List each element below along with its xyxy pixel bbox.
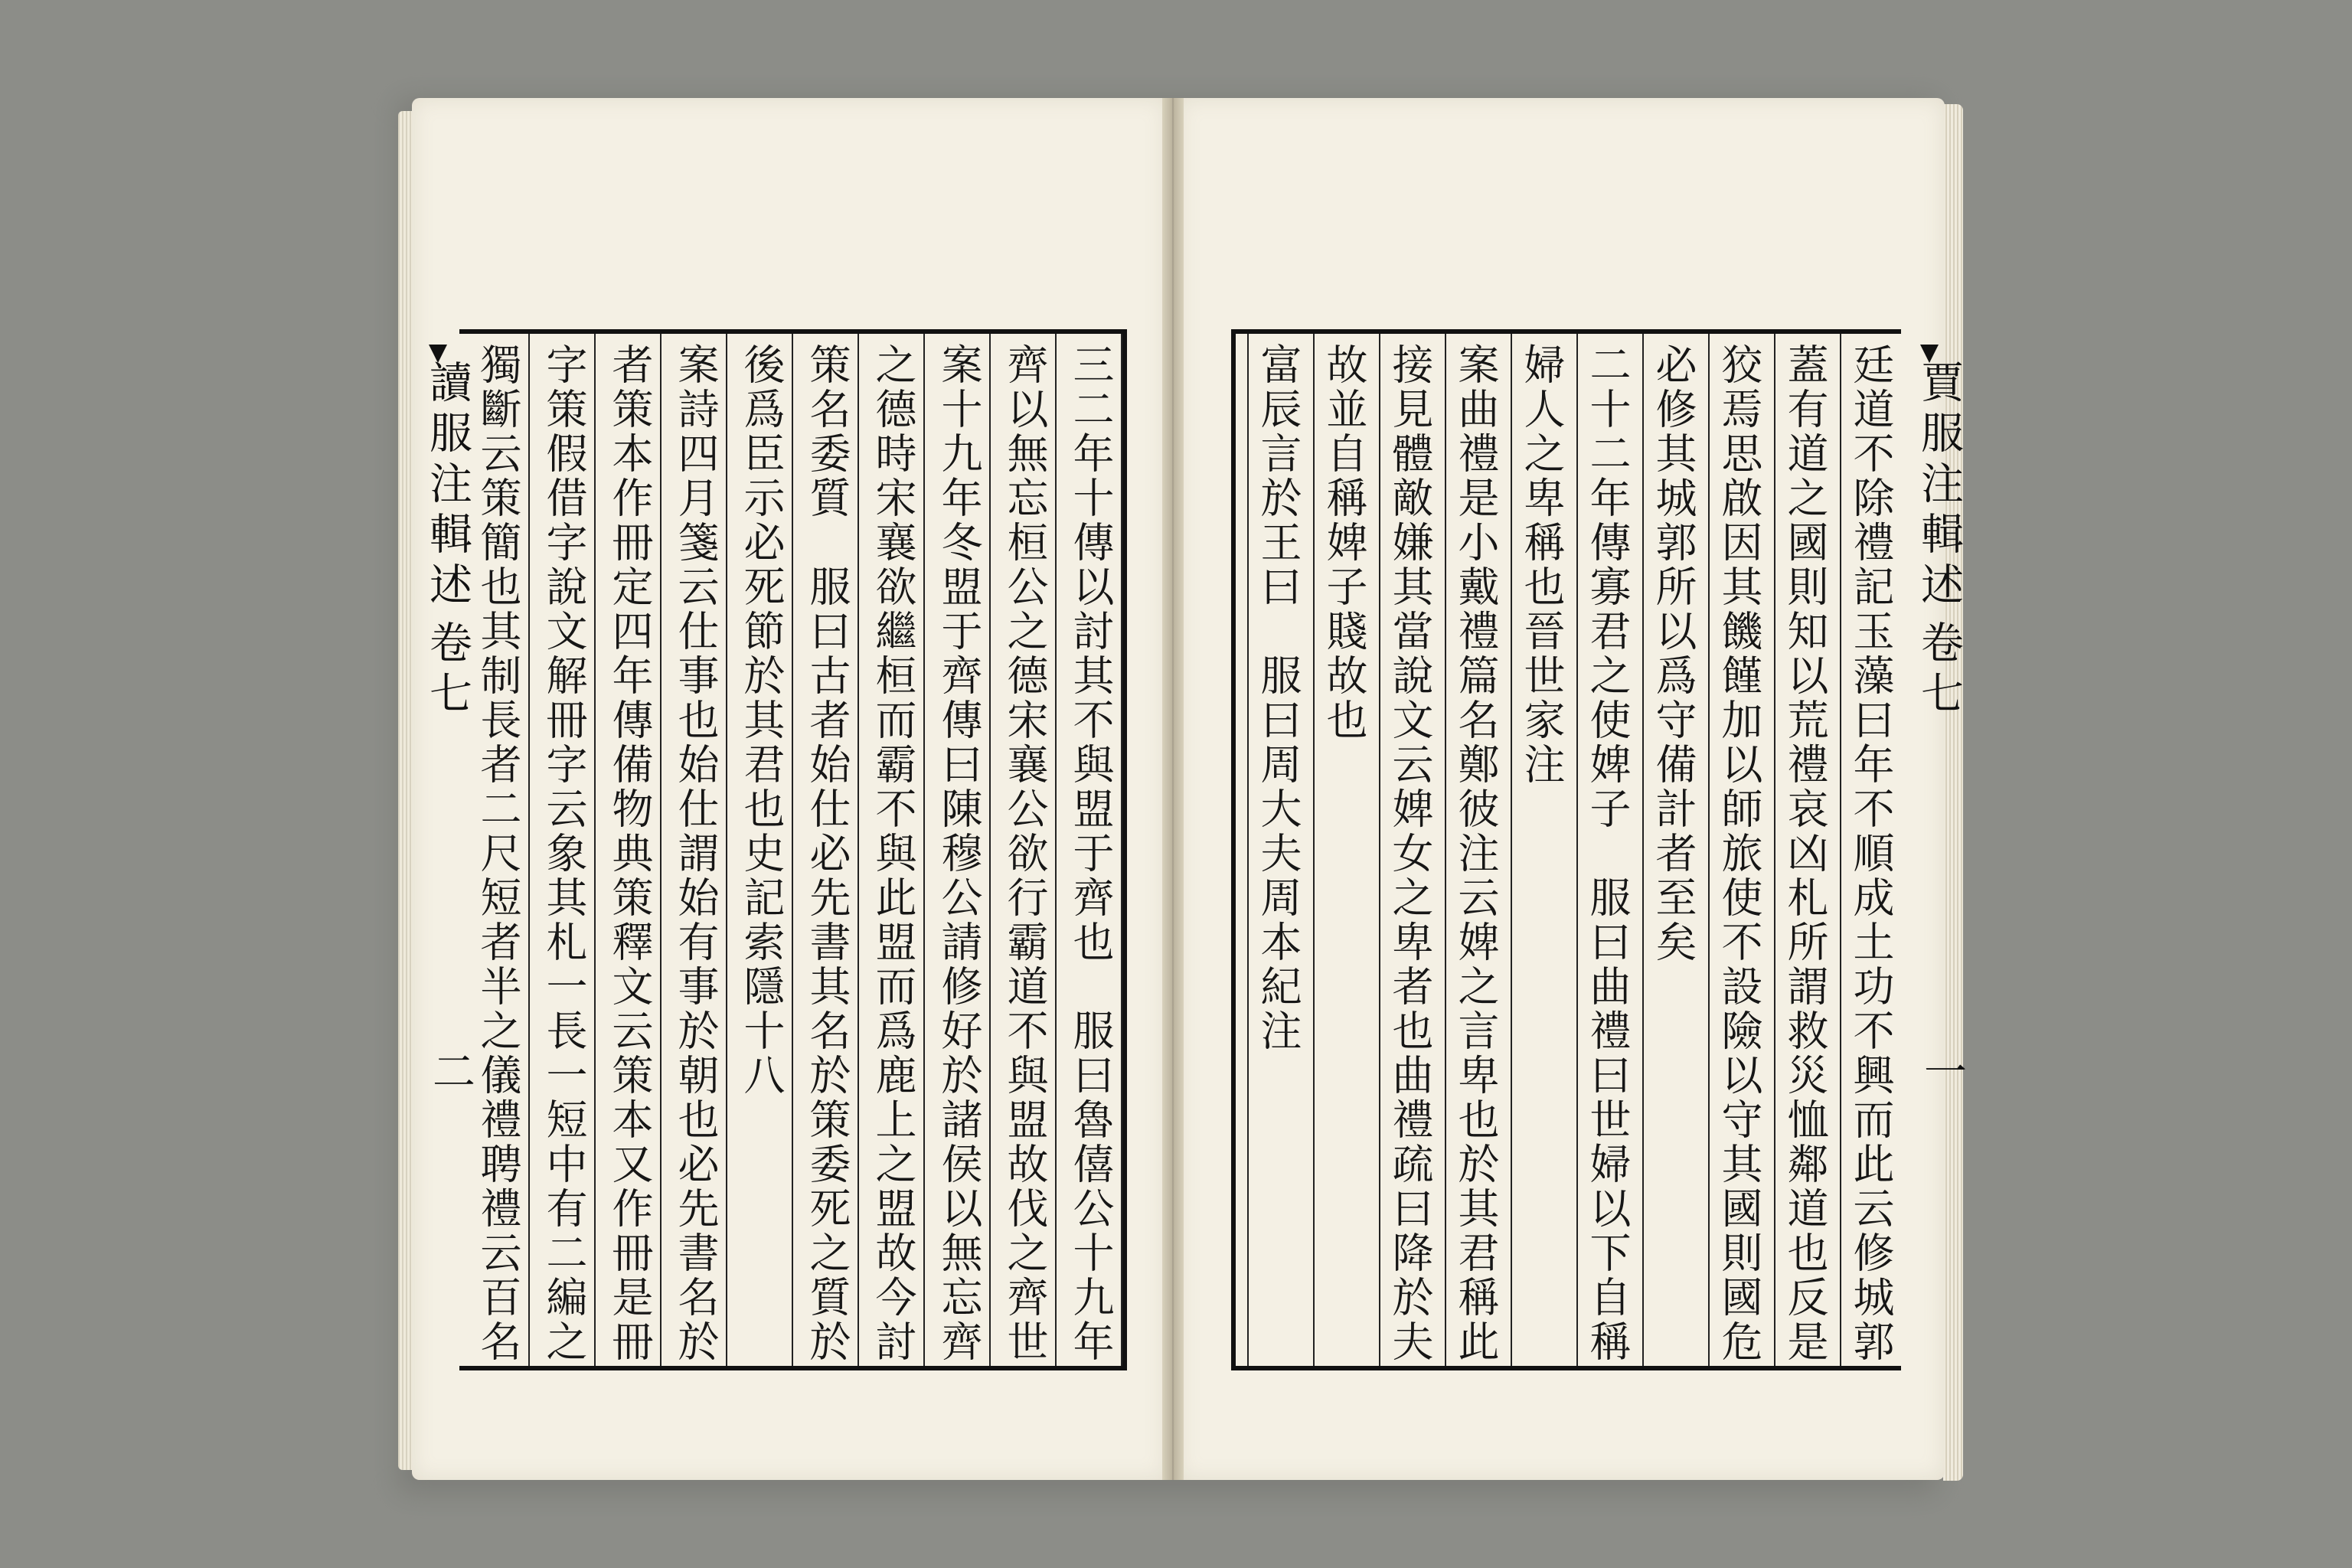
text-column: 故並自稱婢子賤故也: [1313, 334, 1374, 1366]
left-page-edges: [398, 111, 413, 1470]
right-margin-title: 賈服注輯述: [1914, 360, 1964, 612]
left-page-number: 二: [426, 1049, 475, 1099]
text-column: 者策本作冊定四年傳備物典策釋文云策本又作冊是冊: [600, 334, 662, 1366]
right-margin-banxin: [1903, 345, 1967, 1363]
left-margin-banxin: [412, 345, 475, 1363]
text-column: 獨斷云策簡也其制長者二尺短者半之儀禮聘禮云百名: [469, 334, 530, 1366]
left-volume-label: 卷七: [423, 620, 472, 721]
text-column: 之德時宋襄欲繼桓而霸不與此盟而爲鹿上之盟故今討: [864, 334, 925, 1366]
text-column: 狡焉思啟因其饑饉加以師旅使不設險以守其國則國危: [1708, 334, 1769, 1366]
text-column: 三二年十傳以討其不與盟于齊也 服曰魯僖公十九年: [1061, 334, 1122, 1366]
right-volume-label: 卷七: [1914, 620, 1964, 721]
text-column: 案詩四月箋云仕事也始仕謂始有事於朝也必先書名於: [666, 334, 727, 1366]
text-column: 蓋有道之國則知以荒禮哀凶札所謂救災恤鄰道也反是: [1774, 334, 1835, 1366]
text-column: 字策假借字說文解冊字云象其札一長一短中有二編之: [534, 334, 596, 1366]
text-column: 策名委質 服曰古者始仕必先書其名於策委死之質於: [798, 334, 859, 1366]
text-column: 二十二年傳寡君之使婢子 服曰曲禮曰世婦以下自稱: [1576, 334, 1638, 1366]
left-text-frame: [459, 329, 1127, 1370]
right-page-number: 一: [1917, 1049, 1967, 1099]
text-column: 案曲禮是小戴禮篇名鄭彼注云婢之言卑也於其君稱此: [1445, 334, 1506, 1366]
text-column: 婦人之卑稱也晉世家注: [1511, 334, 1572, 1366]
right-text-frame: [1231, 329, 1901, 1370]
text-column: 後爲臣示必死節於其君也史記索隱十八: [732, 334, 793, 1366]
book-gutter: [1162, 98, 1184, 1480]
text-column: 齊以無忘桓公之德宋襄公欲行霸道不與盟故伐之齊世: [995, 334, 1057, 1366]
text-column: 案十九年冬盟于齊傳曰陳穆公請修好於諸侯以無忘齊: [929, 334, 991, 1366]
text-column: 富辰言於王曰 服曰周大夫周本紀注: [1247, 334, 1308, 1366]
text-column: 必修其城郭所以爲守備計者至矣: [1642, 334, 1704, 1366]
text-column: 廷道不除禮記玉藻曰年不順成土功不興而此云修城郭: [1840, 334, 1901, 1366]
text-column: 接見體敵嫌其當說文云婢女之卑者也曲禮疏曰降於夫: [1379, 334, 1440, 1366]
left-margin-title: 讀服注輯述: [423, 360, 472, 612]
